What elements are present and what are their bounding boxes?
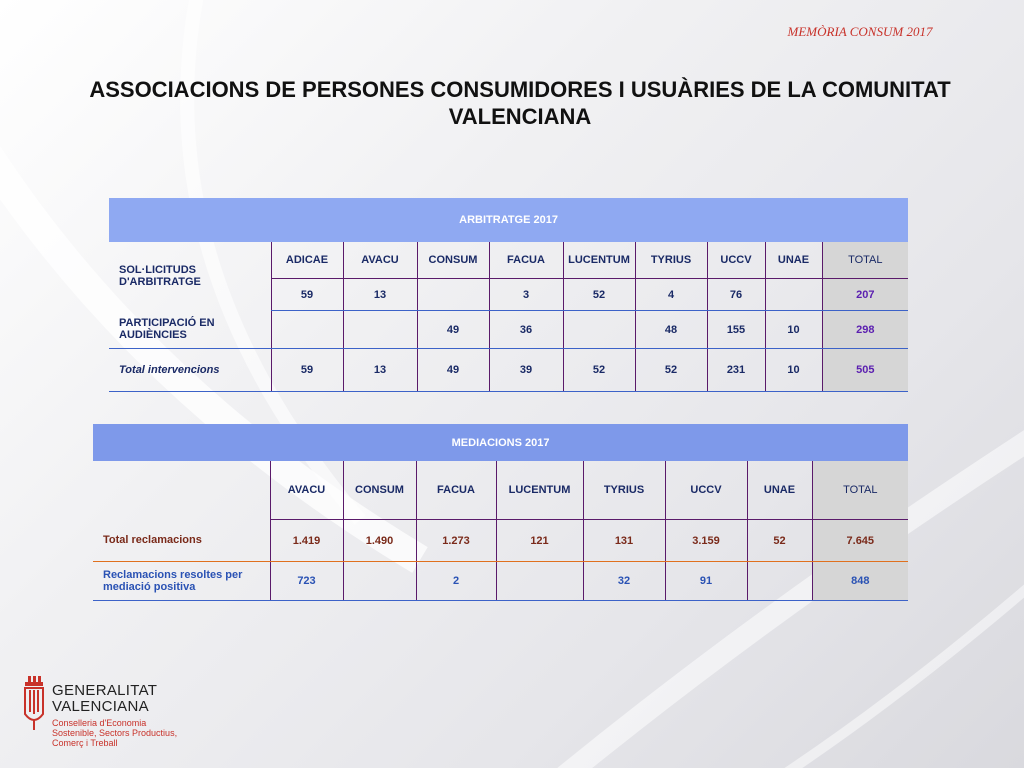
mediacions-title: MEDIACIONS 2017 [93,424,908,461]
logo-name-line-2: VALENCIANA [52,698,149,715]
mediacions-cell-total: 7.645 [812,520,908,562]
page-title-line-1: ASSOCIACIONS DE PERSONES CONSUMIDORES I USUÀRIES DE LA COMUNITAT [89,77,951,102]
arbitratge-row-label-total: Total intervencions [109,349,271,392]
mediacions-cell: 1.273 [416,520,496,562]
mediacions-corner-cell [93,461,270,520]
mediacions-row-label-resoltes: Reclamacions resoltes per mediació positiva [93,562,270,601]
arbitratge-cell-total: 298 [822,311,908,349]
arbitratge-title: ARBITRATGE 2017 [109,198,908,242]
arbitratge-cell: 52 [563,349,635,392]
arbitratge-cell: 231 [707,349,765,392]
arbitratge-col-header: FACUA [489,242,563,279]
mediacions-cell [343,562,416,601]
arbitratge-col-header: UNAE [765,242,822,279]
mediacions-cell: 91 [665,562,747,601]
mediacions-cell: 2 [416,562,496,601]
arbitratge-cell: 10 [765,349,822,392]
page-title-line-2: VALENCIANA [448,104,592,129]
arbitratge-cell: 39 [489,349,563,392]
arbitratge-col-header: CONSUM [417,242,489,279]
mediacions-cell [496,562,583,601]
arbitratge-cell [271,311,343,349]
generalitat-logo [22,676,222,756]
mediacions-col-header-total: TOTAL [812,461,908,520]
arbitratge-cell [417,279,489,311]
mediacions-cell: 723 [270,562,343,601]
logo-sub-line-3: Comerç i Treball [52,738,118,748]
arbitratge-cell-total: 207 [822,279,908,311]
mediacions-col-header: LUCENTUM [496,461,583,520]
mediacions-cell: 131 [583,520,665,562]
arbitratge-table [109,198,908,392]
arbitratge-col-header: AVACU [343,242,417,279]
mediacions-col-header: CONSUM [343,461,416,520]
logo-sub-line-2: Sostenible, Sectors Productius, [52,728,178,738]
arbitratge-col-header: LUCENTUM [563,242,635,279]
page-title [60,76,980,130]
arbitratge-cell: 155 [707,311,765,349]
arbitratge-col-header-total: TOTAL [822,242,908,279]
arbitratge-cell-total: 505 [822,349,908,392]
arbitratge-cell: 52 [563,279,635,311]
arbitratge-row-label-audiencies: PARTICIPACIÓ EN AUDIÈNCIES [109,311,271,349]
logo-name [52,683,157,715]
arbitratge-cell: 59 [271,349,343,392]
mediacions-cell: 1.490 [343,520,416,562]
mediacions-cell: 32 [583,562,665,601]
mediacions-cell [747,562,812,601]
logo-sub-line-1: Conselleria d'Economia [52,718,147,728]
arbitratge-cell [563,311,635,349]
mediacions-table [93,424,908,601]
arbitratge-cell: 3 [489,279,563,311]
mediacions-row-label-reclamacions: Total reclamacions [93,520,270,562]
mediacions-col-header: UCCV [665,461,747,520]
arbitratge-col-header: TYRIUS [635,242,707,279]
arbitratge-cell: 13 [343,349,417,392]
coat-of-arms-icon [22,676,46,730]
logo-subtitle [52,718,177,748]
arbitratge-cell: 48 [635,311,707,349]
arbitratge-cell [343,311,417,349]
arbitratge-cell: 13 [343,279,417,311]
mediacions-cell: 3.159 [665,520,747,562]
mediacions-cell-total: 848 [812,562,908,601]
logo-name-line-1: GENERALITAT [52,682,158,699]
mediacions-col-header: TYRIUS [583,461,665,520]
arbitratge-col-header: ADICAE [271,242,343,279]
arbitratge-cell: 59 [271,279,343,311]
arbitratge-row-label-solicituds: SOL·LICITUDS D'ARBITRATGE [119,264,201,289]
arbitratge-cell: 76 [707,279,765,311]
mediacions-cell: 1.419 [270,520,343,562]
arbitratge-cell: 49 [417,349,489,392]
mediacions-col-header: AVACU [270,461,343,520]
arbitratge-cell: 52 [635,349,707,392]
header-tag: MEMÒRIA CONSUM 2017 [787,24,933,39]
arbitratge-col-header: UCCV [707,242,765,279]
arbitratge-cell: 4 [635,279,707,311]
mediacions-col-header: UNAE [747,461,812,520]
mediacions-col-header: FACUA [416,461,496,520]
arbitratge-cell: 36 [489,311,563,349]
arbitratge-cell: 10 [765,311,822,349]
arbitratge-cell [765,279,822,311]
mediacions-cell: 121 [496,520,583,562]
mediacions-cell: 52 [747,520,812,562]
arbitratge-cell: 49 [417,311,489,349]
